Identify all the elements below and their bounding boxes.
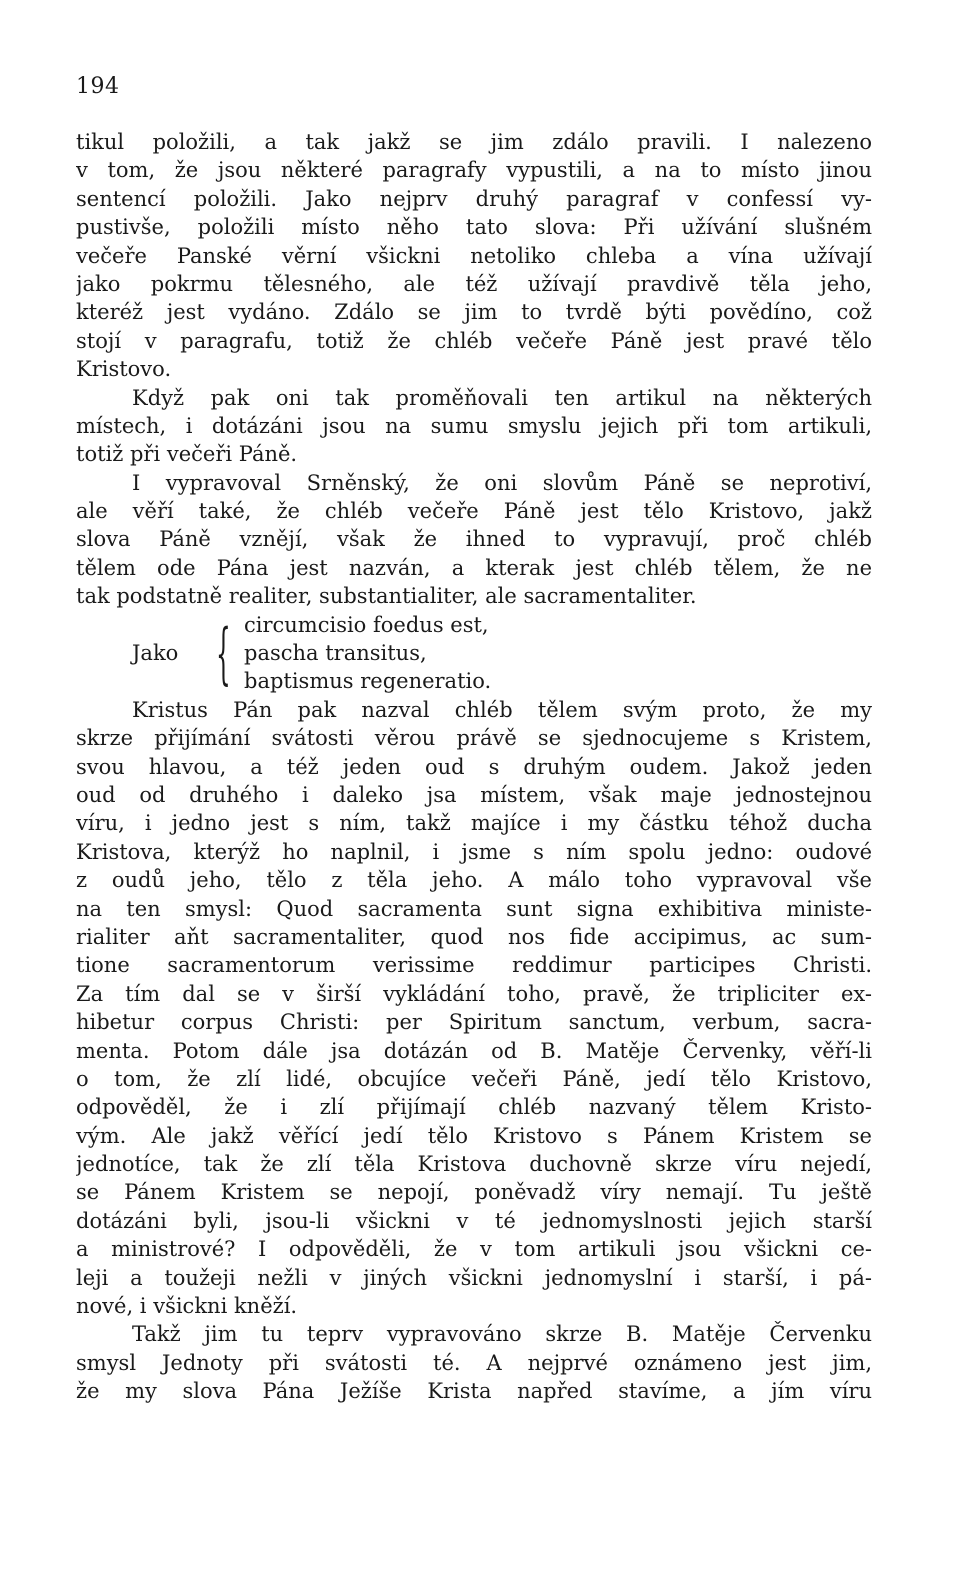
text-line: víru, i jedno jest s ním, takž majíce i my částku téhož ducha bbox=[76, 811, 872, 836]
list-items bbox=[244, 611, 491, 696]
text-line: že my slova Pána Ježíše Krista napřed stavíme, a jím víru bbox=[76, 1379, 872, 1404]
text-line: kteréž jest vydáno. Zdálo se jim to tvrdě býti povědíno, což bbox=[76, 300, 872, 325]
text-line: oud od druhého i daleko jsa místem, však maje jednostejnou bbox=[76, 783, 872, 807]
text-line: ale věří také, že chléb večeře Páně jest tělo Kristovo, jakž bbox=[76, 499, 872, 524]
left-brace: { bbox=[216, 614, 231, 692]
list-item: baptismus regeneratio. bbox=[244, 669, 492, 694]
body-text bbox=[76, 128, 872, 1406]
text-line: v tom, že jsou některé paragrafy vypustili, a na to místo jinou bbox=[76, 158, 872, 183]
text-line: nové, i všickni kněží. bbox=[76, 1294, 298, 1319]
text-line: tione sacramentorum verissime reddimur participes Christi. bbox=[76, 953, 872, 978]
text-line: Takž jim tu teprv vypravováno skrze B. Matěje Červenku bbox=[132, 1322, 872, 1347]
latin-list bbox=[76, 611, 872, 696]
text-line: sentencí položili. Jako nejprv druhý paragraf v confessí vy- bbox=[76, 186, 872, 211]
text-line: jednotíce, tak že zlí těla Kristova duchovně skrze víru nejedí, bbox=[76, 1152, 872, 1177]
list-item: pascha transitus, bbox=[244, 641, 427, 666]
text-line: jako pokrmu tělesného, ale též užívají pravdivě těla jeho, bbox=[76, 271, 872, 296]
text-line: z oudů jeho, tělo z těla jeho. A málo toho vypravoval vše bbox=[76, 868, 872, 893]
text-line: tikul položili, a tak jakž se jim zdálo pravili. I nalezeno bbox=[76, 130, 872, 154]
list-item: circumcisio foedus est, bbox=[244, 612, 489, 637]
text-line: Kristovo. bbox=[76, 357, 172, 382]
text-line: Když pak oni tak proměňovali ten artikul na některých bbox=[132, 385, 872, 410]
text-line: večeře Panské věrní všickni netoliko chleba a vína užívají bbox=[76, 243, 872, 268]
text-line: a ministrové? I odpověděli, že v tom artikuli jsou všickni ce- bbox=[76, 1237, 872, 1262]
text-line: leji a toužeji nežli v jiných všickni jednomyslní i starší, i pá- bbox=[76, 1265, 872, 1290]
text-line: dotázáni byli, jsou-li všickni v té jednomyslnosti jejich starší bbox=[76, 1208, 872, 1233]
text-line: Kristus Pán pak nazval chléb tělem svým proto, že my bbox=[132, 697, 872, 722]
text-line: Kristova, kterýž ho naplnil, i jsme s ním spolu jedno: oudové bbox=[76, 839, 872, 864]
paragraphs-part1 bbox=[76, 128, 872, 611]
text-line: stojí v paragrafu, totiž že chléb večeře Páně jest pravé tělo bbox=[76, 328, 872, 353]
text-line: odpověděl, že i zlí přijímají chléb nazvaný tělem Kristo- bbox=[76, 1095, 872, 1120]
text-line: se Pánem Kristem se nepojí, poněvadž víry nemají. Tu ještě bbox=[76, 1180, 872, 1205]
text-line: tak podstatně realiter, substantialiter, ale sacramentaliter. bbox=[76, 584, 697, 609]
text-line: rialiter aňt sacramentaliter, quod nos fide accipimus, ac sum- bbox=[76, 924, 872, 949]
text-line: smysl Jednoty při svátosti té. A nejprvé oznámeno jest jim, bbox=[76, 1350, 872, 1375]
text-line: svou hlavou, a též jeden oud s druhým oudem. Jakož jeden bbox=[76, 754, 872, 779]
text-line: na ten smysl: Quod sacramenta sunt signa exhibitiva ministe- bbox=[76, 896, 872, 921]
text-line: totiž při večeři Páně. bbox=[76, 442, 298, 467]
text-line: hibetur corpus Christi: per Spiritum sanctum, verbum, sacra- bbox=[76, 1010, 872, 1035]
text-line: skrze přijímání svátosti věrou právě se sjednocujeme s Kristem, bbox=[76, 726, 872, 751]
text-line: menta. Potom dále jsa dotázán od B. Matěje Červenky, věří-li bbox=[76, 1038, 872, 1063]
text-line: Za tím dal se v širší vykládání toho, pravě, že tripliciter ex- bbox=[76, 981, 872, 1006]
text-line: slova Páně vznějí, však že ihned to vypravují, proč chléb bbox=[76, 527, 872, 552]
text-line: I vypravoval Srněnský, že oni slovům Páně se neprotiví, bbox=[132, 470, 872, 495]
paragraphs-part2 bbox=[76, 696, 872, 1406]
text-line: o tom, že zlí lidé, obcujíce večeři Páně, jedí tělo Kristovo, bbox=[76, 1066, 872, 1091]
text-line: pustivše, položili místo něho tato slova: Při užívání slušném bbox=[76, 215, 872, 240]
page-number: 194 bbox=[76, 74, 120, 99]
text-line: vým. Ale jakž věřící jedí tělo Kristovo s Pánem Kristem se bbox=[76, 1123, 872, 1148]
text-line: tělem ode Pána jest nazván, a kterak jest chléb tělem, že ne bbox=[76, 555, 872, 580]
text-line: místech, i dotázáni jsou na sumu smyslu jejich při tom artikuli, bbox=[76, 413, 872, 438]
list-label: Jako bbox=[132, 641, 179, 666]
